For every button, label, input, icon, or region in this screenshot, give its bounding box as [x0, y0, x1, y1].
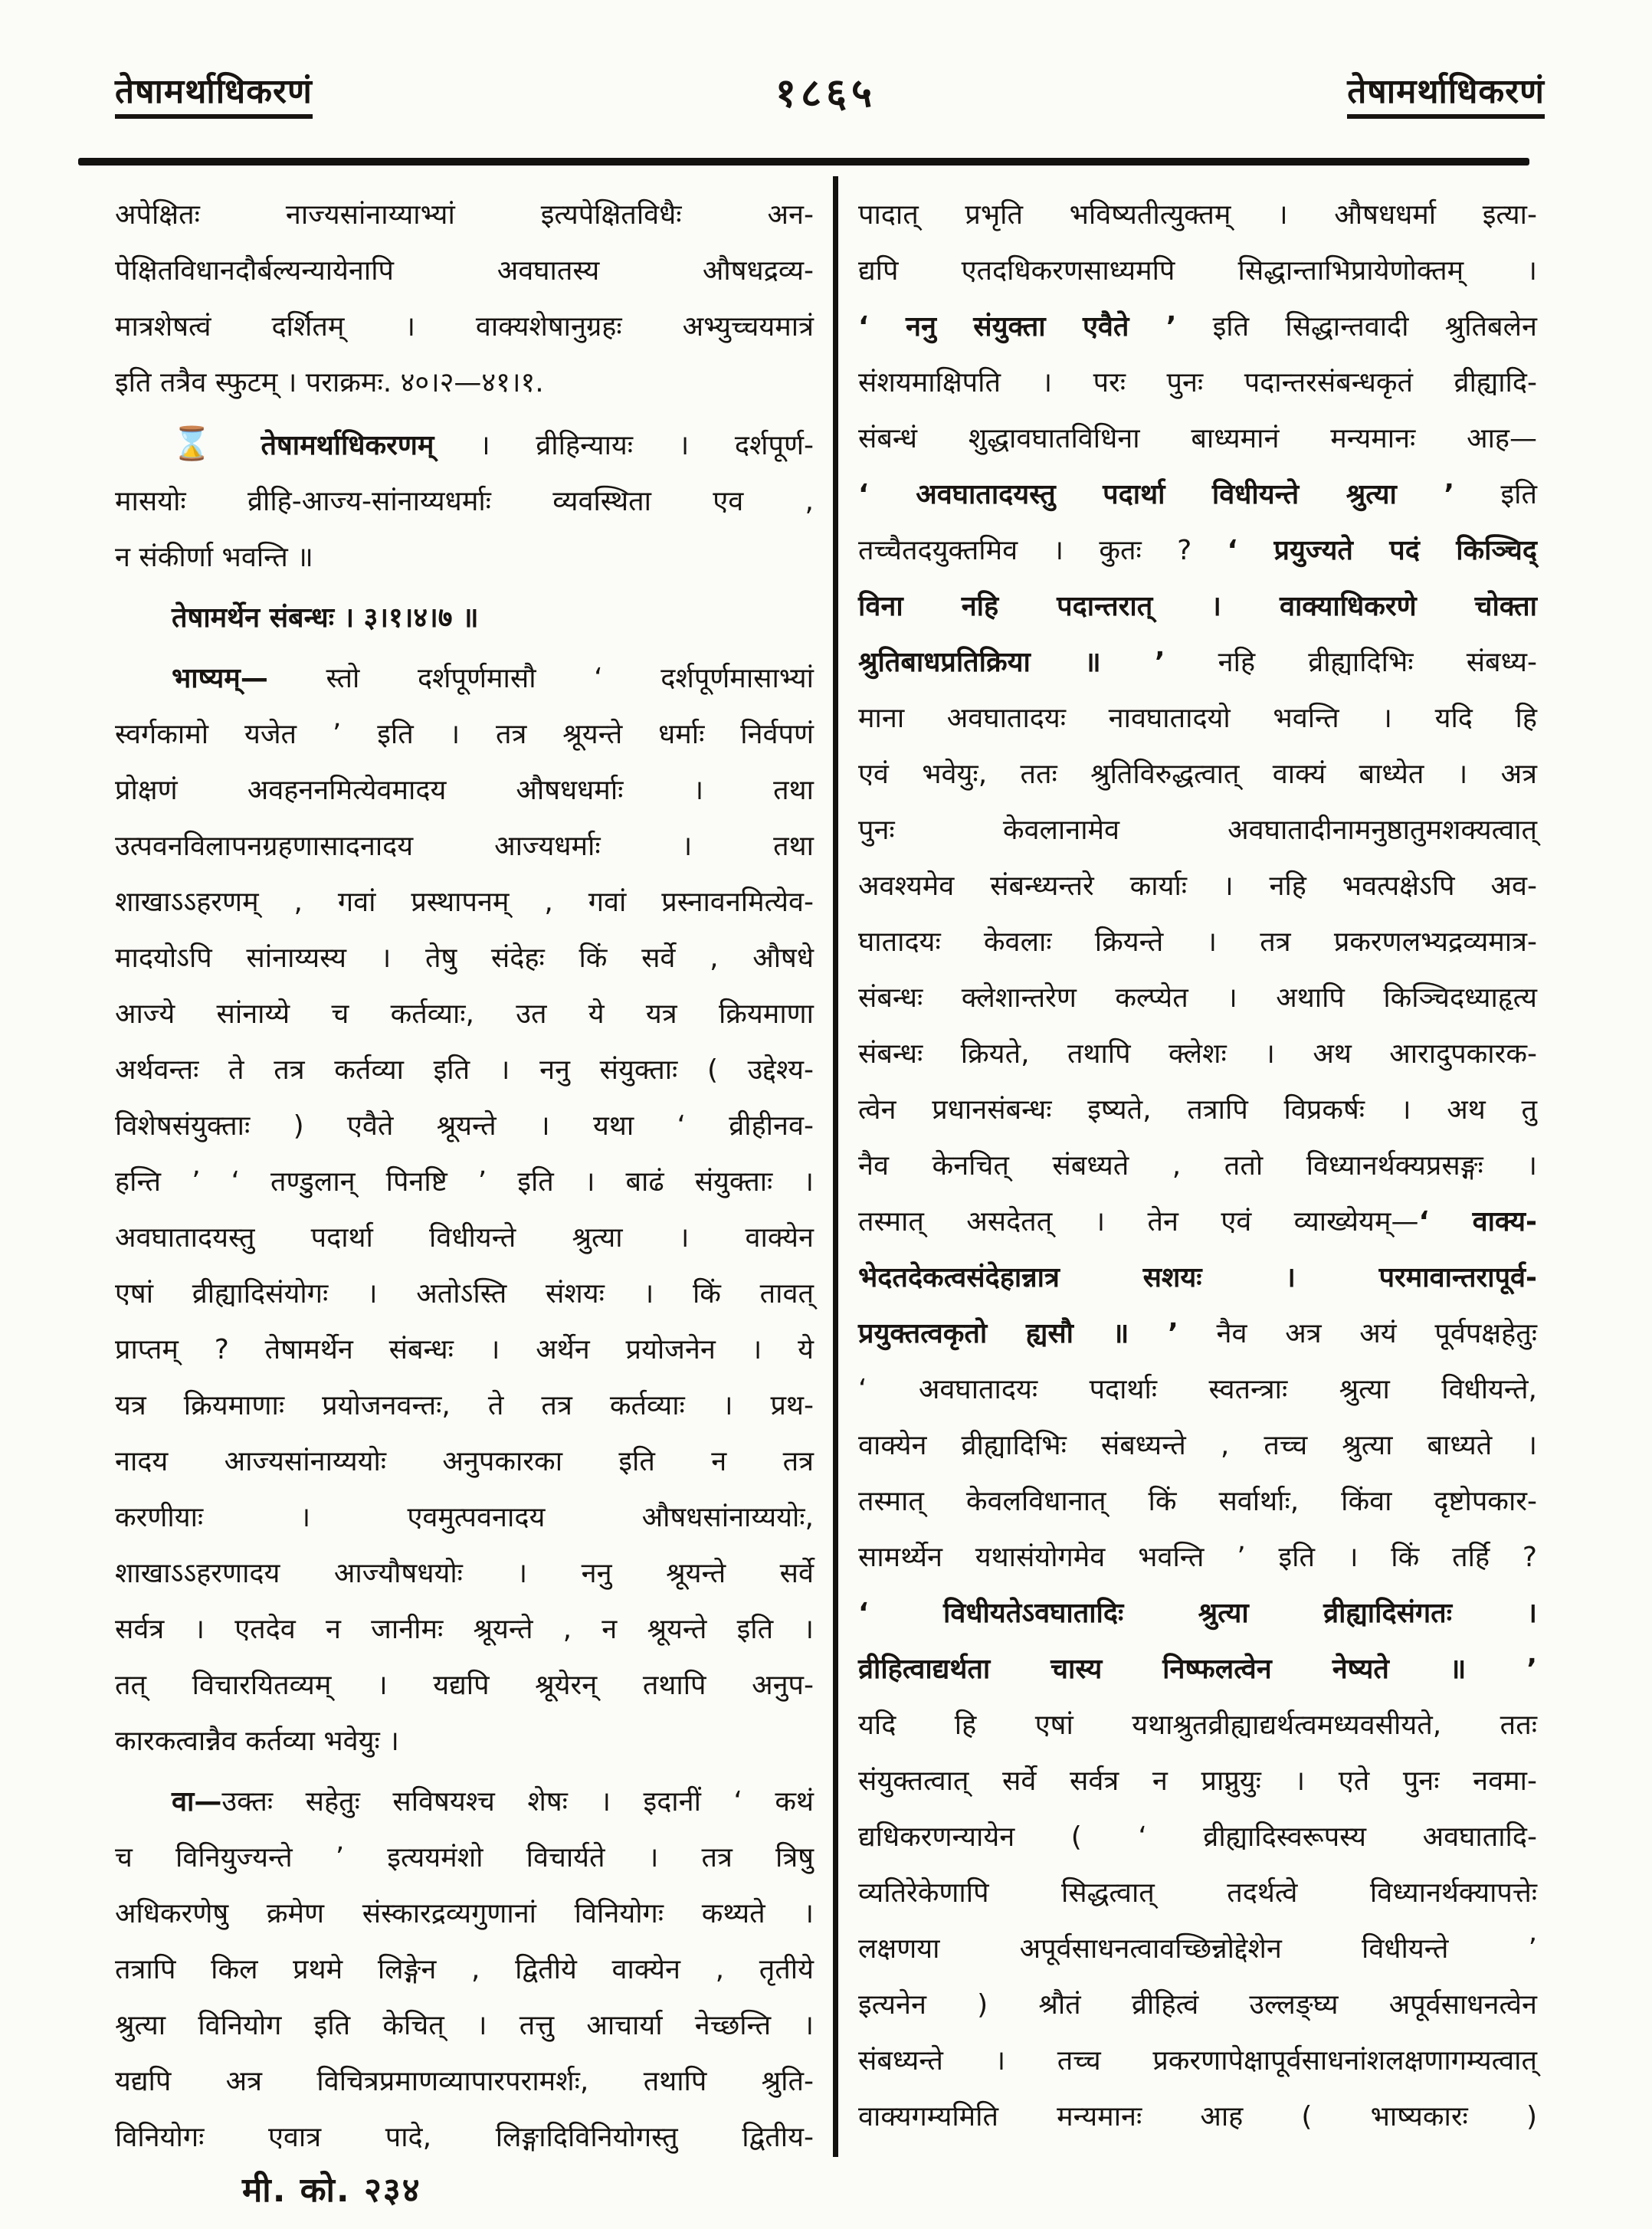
text-line	[858, 411, 1537, 467]
body-text: आज्ये सांनाय्ये च कर्तव्याः, उत ये यत्र क्रियमाणा	[115, 998, 814, 1030]
body-text: अवश्यमेव संबन्ध्यन्तरे कार्याः । नहि भवत्पक्षेऽपि अव-	[858, 870, 1537, 902]
body-text: वाक्येन व्रीह्यादिभिः संबध्यन्ते , तच्च श्रुत्या बाध्यते ।	[858, 1430, 1537, 1461]
body-text: इति तत्रैव स्फुटम् । पराक्रमः. ४०।२—४१।१.	[115, 367, 544, 398]
body-text: सामर्थ्येन यथासंयोगमेव भवन्ति ’ इति । किं तर्हि ?	[858, 1542, 1537, 1573]
body-text: पेक्षितविधानदौर्बल्यन्यायेनापि अवघातस्य औषधद्रव्य-	[115, 255, 814, 287]
body-text: तस्मात् असदेतत् । तेन एवं व्याख्येयम्—	[858, 1206, 1419, 1237]
body-text: हन्ति ’ ‘ तण्डुलान् पिनष्टि ’ इति । बाढं संयुक्ताः ।	[115, 1166, 814, 1198]
text-line	[115, 1378, 814, 1434]
text-line	[858, 858, 1537, 914]
text-line	[115, 299, 814, 355]
body-text: प्रोक्षणं अवहननमित्येवमादय औषधधर्माः । तथा	[115, 775, 814, 806]
text-line	[115, 706, 814, 762]
text-line	[858, 1641, 1537, 1697]
text-line	[115, 1998, 814, 2054]
text-line	[115, 415, 814, 474]
text-line	[115, 651, 814, 706]
body-text: मादयोऽपि सांनाय्यस्य । तेषु संदेहः किं सर्वे , औषधे	[115, 942, 814, 974]
text-line	[115, 355, 814, 411]
paragraph	[115, 187, 814, 411]
emphasized-text: प्रयुक्तत्वकृतो ह्यसौ ॥ ’	[858, 1318, 1178, 1349]
text-line	[858, 243, 1537, 299]
emphasized-text: भाष्यम्—	[172, 663, 268, 694]
column-divider-rule	[833, 176, 838, 2157]
body-text: संबन्धः क्लेशान्तरेण कल्प्येत । अथापि किञ्चिदध्याहृत्य	[858, 982, 1537, 1014]
text-line	[858, 634, 1537, 690]
body-text: यदि हि एषां यथाश्रुतव्रीह्याद्यर्थत्वमध्यवसीयते, ततः	[858, 1709, 1537, 1741]
text-line	[858, 1082, 1537, 1138]
text-line	[115, 1154, 814, 1210]
emphasized-text: ‘ अवघातादयस्तु पदार्था विधीयन्ते श्रुत्या ’	[858, 479, 1455, 510]
text-line	[858, 2033, 1537, 2089]
text-line	[115, 818, 814, 874]
body-text: श्रुत्या विनियोग इति केचित् । तत्तु आचार्या नेच्छन्ति ।	[115, 2010, 814, 2041]
text-line	[115, 1266, 814, 1322]
body-text: इत्यनेन ) श्रौतं व्रीहित्वं उल्लङ्घ्य अपूर्वसाधनत्वेन	[858, 1989, 1537, 2021]
body-text: । व्रीहिन्यायः । दर्शपूर्ण-	[434, 430, 814, 461]
emphasized-text: श्रुतिबाधप्रतिक्रिया ॥ ’	[858, 647, 1165, 678]
paragraph	[115, 590, 814, 646]
body-text: स्तो दर्शपूर्णमासौ ‘ दर्शपूर्णमासाभ्यां	[267, 663, 814, 694]
text-line	[858, 914, 1537, 970]
emphasized-text: भेदतदेकत्वसंदेहान्नात्र सशयः । परमावान्तरापूर्व-	[858, 1262, 1537, 1293]
body-text: पादात् प्रभृति भविष्यतीत्युक्तम् । औषधधर्मा इत्या-	[858, 199, 1537, 231]
left-text-column	[115, 187, 814, 2165]
paragraph	[115, 1774, 814, 2165]
page-number: १८६५	[775, 70, 877, 116]
body-text: एषां व्रीह्यादिसंयोगः । अतोऽस्ति संशयः । किं तावत्	[115, 1278, 814, 1310]
body-text: च विनियुज्यन्ते ’ इत्ययमंशो विचार्यते । तत्र त्रिषु	[115, 1842, 814, 1873]
text-line	[115, 1210, 814, 1266]
text-line	[858, 1809, 1537, 1865]
body-text: विनियोगः एवात्र पादे, लिङ्गादिविनियोगस्तु द्वितीय-	[115, 2122, 814, 2153]
body-text: तत् विचारयितव्यम् । यद्यपि श्रूयेरन् तथापि अनुप-	[115, 1670, 814, 1701]
text-line	[115, 187, 814, 243]
body-text: अपेक्षितः नाज्यसांनाय्याभ्यां इत्यपेक्षितविधैः अन-	[115, 199, 814, 231]
text-line	[115, 1601, 814, 1657]
body-text: वाक्यगम्यमिति मन्यमानः आह ( भाष्यकारः )	[858, 2101, 1537, 2132]
emphasized-text: ‘ विधीयतेऽवघातादिः श्रुत्या व्रीह्यादिसंगतः ।	[858, 1598, 1537, 1629]
body-text: स्वर्गकामो यजेत ’ इति । तत्र श्रूयन्ते धर्माः निर्वपणं	[115, 719, 814, 750]
body-text: संबन्धं शुद्धावघातविधिना बाध्यमानं मन्यमानः आह—	[858, 423, 1537, 454]
body-text: द्यधिकरणन्यायेन ( ‘ व्रीह्यादिस्वरूपस्य अवघातादि-	[858, 1821, 1537, 1853]
body-text: तच्चैतदयुक्तमिव । कुतः ?	[858, 535, 1228, 566]
right-text-column	[858, 187, 1537, 2145]
text-line	[115, 474, 814, 529]
text-line	[858, 1418, 1537, 1473]
body-text: सर्वत्र । एतदेव न जानीमः श्रूयन्ते , न श्रूयन्ते इति ।	[115, 1614, 814, 1645]
text-line	[115, 1546, 814, 1601]
body-text: शाखाऽऽहरणम् , गवां प्रस्थापनम् , गवां प्रस्नावनमित्येव-	[115, 887, 814, 918]
body-text: संशयमाक्षिपति । परः पुनः पदान्तरसंबन्धकृतं व्रीह्यादि-	[858, 367, 1537, 398]
emphasized-text: व्रीहित्वाद्यर्थता चास्य निष्फलत्वेन नेष्यते ॥ ’	[858, 1654, 1537, 1685]
body-text: करणीयाः । एवमुत्पवनादय औषधसांनाय्ययोः,	[115, 1502, 814, 1533]
text-line	[858, 1473, 1537, 1529]
emphasized-text: विना नहि पदान्तरात् । वाक्याधिकरणे चोक्ता	[858, 591, 1537, 622]
body-text: उत्पवनविलापनग्रहणासादनादय आज्यधर्माः । तथा	[115, 831, 814, 862]
footer-signature: मी. को. २३४	[242, 2171, 421, 2210]
text-line	[115, 1830, 814, 1886]
text-line	[858, 1921, 1537, 1977]
emphasized-text: ‘ प्रयुज्यते पदं किञ्चिद्	[1227, 535, 1538, 566]
text-line	[115, 1886, 814, 1942]
emphasized-text: ‘ ननु संयुक्ता एवैते ’	[858, 311, 1177, 343]
emphasized-text: तेषामर्थाधिकरणम्	[261, 430, 434, 461]
text-line	[115, 1042, 814, 1098]
text-line	[858, 1585, 1537, 1641]
emphasized-text: ‘ वाक्य-	[1418, 1206, 1537, 1237]
text-line	[858, 1306, 1537, 1362]
body-text: विशेषसंयुक्ताः ) एवैते श्रूयन्ते । यथा ‘ व्रीहीनव-	[115, 1110, 814, 1142]
text-line	[858, 1026, 1537, 1082]
emphasized-text: तेषामर्थेन संबन्धः । ३।१।४।७ ॥	[172, 602, 479, 634]
text-line	[858, 1697, 1537, 1753]
body-text: नादय आज्यसांनाय्ययोः अनुपकारका इति न तत्र	[115, 1446, 814, 1477]
text-line	[115, 1942, 814, 1998]
text-line	[115, 1098, 814, 1154]
text-line	[858, 187, 1537, 243]
text-line	[115, 1657, 814, 1713]
text-line	[858, 1529, 1537, 1585]
paragraph	[858, 187, 1537, 2145]
body-text: घातादयः केवलाः क्रियन्ते । तत्र प्रकरणलभ्यद्रव्यमात्र-	[858, 926, 1537, 958]
text-line	[115, 529, 814, 585]
text-line	[115, 1322, 814, 1378]
body-text: नहि व्रीह्यादिभिः संबध्य-	[1165, 647, 1537, 678]
text-line	[858, 802, 1537, 858]
header-rule	[78, 158, 1529, 166]
body-text: यद्यपि अत्र विचित्रप्रमाणव्यापारपरामर्शः, तथापि श्रुति-	[115, 2066, 814, 2097]
body-text: संबध्यन्ते । तच्च प्रकरणापेक्षापूर्वसाधनांशलक्षणागम्यत्वात्	[858, 2045, 1537, 2077]
body-text: मात्रशेषत्वं दर्शितम् । वाक्यशेषानुग्रहः अभ्युच्चयमात्रं	[115, 311, 814, 343]
section-ornament-icon: ⌛	[172, 424, 249, 462]
text-line	[858, 523, 1537, 579]
text-line	[858, 1753, 1537, 1809]
body-text: व्यतिरेकेणापि सिद्धत्वात् तदर्थत्वे विध्यानर्थक्यापत्तेः	[858, 1877, 1537, 1909]
body-text: उक्तः सहेतुः सविषयश्च शेषः । इदानीं ‘ कथं	[221, 1786, 814, 1818]
body-text: संबन्धः क्रियते, तथापि क्लेशः । अथ आरादुपकारक-	[858, 1038, 1537, 1070]
text-line	[858, 1250, 1537, 1306]
body-text: नैव अत्र अयं पूर्वपक्षहेतुः	[1178, 1318, 1537, 1349]
body-text: मासयोः व्रीहि-आज्य-सांनाय्यधर्माः व्यवस्थिता एव ,	[115, 486, 814, 517]
text-line	[115, 590, 814, 646]
text-line	[115, 1434, 814, 1490]
text-line	[858, 355, 1537, 411]
text-line	[115, 2054, 814, 2109]
text-line	[115, 243, 814, 299]
text-line	[858, 1362, 1537, 1418]
body-text: शाखाऽऽहरणादय आज्यौषधयोः । ननु श्रूयन्ते सर्वे	[115, 1558, 814, 1589]
text-line	[115, 762, 814, 818]
text-line	[115, 2109, 814, 2165]
body-text: यत्र क्रियमाणाः प्रयोजनवन्तः, ते तत्र कर्तव्याः । प्रथ-	[115, 1390, 814, 1421]
text-line	[858, 579, 1537, 634]
text-line	[115, 1774, 814, 1830]
body-text: माना अवघातादयः नावघातादयो भवन्ति । यदि हि	[858, 703, 1537, 734]
text-line	[115, 1713, 814, 1769]
text-line	[858, 1194, 1537, 1250]
body-text: न संकीर्णा भवन्ति ॥	[115, 542, 313, 573]
body-text: एवं भवेयुः, ततः श्रुतिविरुद्धत्वात् वाक्यं बाध्येत । अत्र	[858, 759, 1537, 790]
body-text: तस्मात् केवलविधानात् किं सर्वार्थाः, किंवा दृष्टोपकार-	[858, 1486, 1537, 1517]
text-line	[858, 1138, 1537, 1194]
text-line	[115, 986, 814, 1042]
paragraph	[115, 415, 814, 585]
text-line	[858, 970, 1537, 1026]
body-text: अवघातादयस्तु पदार्था विधीयन्ते श्रुत्या । वाक्येन	[115, 1222, 814, 1254]
text-line	[115, 930, 814, 986]
body-text: अर्थवन्तः ते तत्र कर्तव्या इति । ननु संयुक्ताः ( उद्देश्य-	[115, 1054, 814, 1086]
text-line	[858, 746, 1537, 802]
text-line	[858, 1865, 1537, 1921]
header-left-title: तेषामर्थाधिकरणं	[115, 70, 313, 119]
body-text: इति सिद्धान्तवादी श्रुतिबलेन	[1176, 311, 1538, 343]
header-right-title: तेषामर्थाधिकरणं	[1347, 70, 1545, 119]
text-line	[115, 1490, 814, 1546]
body-text: पुनः केवलानामेव अवघातादीनामनुष्ठातुमशक्यत्वात्	[858, 815, 1537, 846]
text-line	[858, 467, 1537, 523]
body-text: तत्रापि किल प्रथमे लिङ्गेन , द्वितीये वाक्येन , तृतीये	[115, 1954, 814, 1985]
body-text: प्राप्तम् ? तेषामर्थेन संबन्धः । अर्थेन प्रयोजनेन । ये	[115, 1334, 814, 1365]
text-line	[858, 2089, 1537, 2145]
body-text: अधिकरणेषु क्रमेण संस्कारद्रव्यगुणानां विनियोगः कथ्यते ।	[115, 1898, 814, 1929]
body-text: लक्षणया अपूर्वसाधनत्वावच्छिन्नोद्देशेन विधीयन्ते ’	[858, 1933, 1537, 1965]
body-text: संयुक्तत्वात् सर्वे सर्वत्र न प्राप्नुयुः । एते पुनः नवमा-	[858, 1765, 1537, 1797]
body-text: द्यपि एतदधिकरणसाध्यमपि सिद्धान्ताभिप्रायेणोक्तम् ।	[858, 255, 1537, 287]
emphasized-text: वा—	[172, 1786, 222, 1818]
text-line	[858, 299, 1537, 355]
paragraph	[115, 651, 814, 1769]
body-text: ‘ अवघातादयः पदार्थाः स्वतन्त्राः श्रुत्या विधीयन्ते,	[858, 1374, 1537, 1405]
body-text: नैव केनचित् संबध्यते , ततो विध्यानर्थक्यप्रसङ्गः ।	[858, 1150, 1537, 1182]
body-text: कारकत्वान्नैव कर्तव्या भवेयुः ।	[115, 1726, 399, 1757]
text-line	[858, 690, 1537, 746]
text-line	[115, 874, 814, 930]
body-text: त्वेन प्रधानसंबन्धः इष्यते, तत्रापि विप्रकर्षः । अथ तु	[858, 1094, 1537, 1126]
body-text: इति	[1454, 479, 1537, 510]
text-line	[858, 1977, 1537, 2033]
